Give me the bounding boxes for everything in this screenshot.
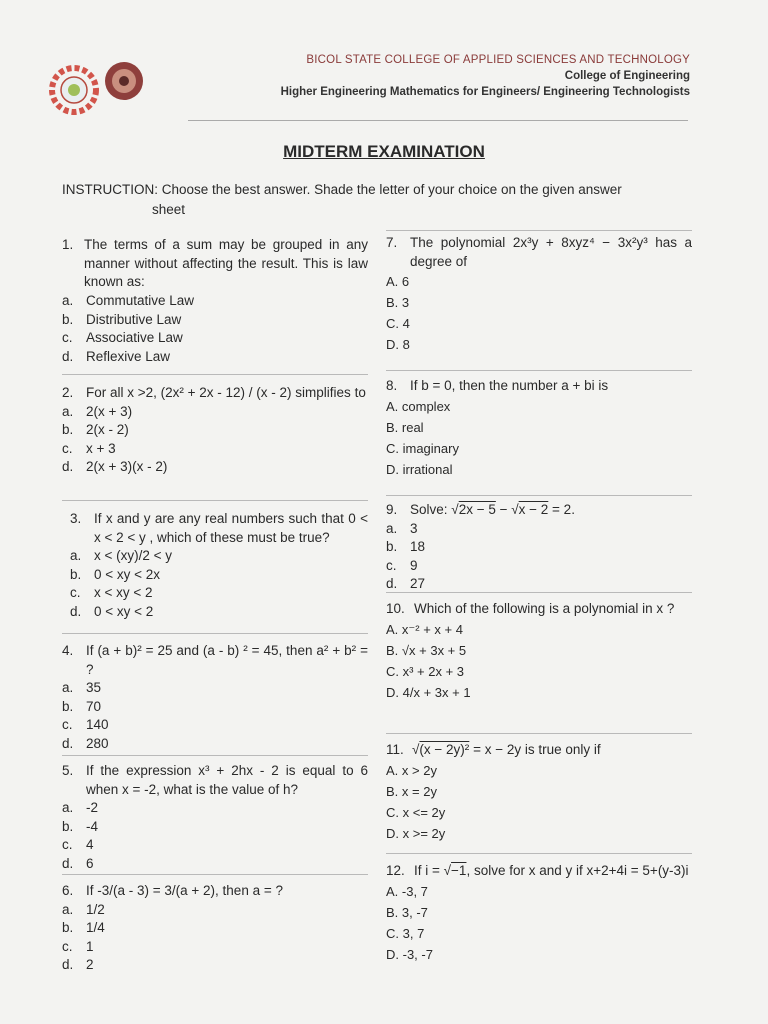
question-number: 10. — [386, 601, 405, 616]
question-9 — [386, 501, 692, 594]
option-b: B. 3 — [386, 295, 410, 310]
instruction — [62, 180, 694, 220]
question-text: If b = 0, then the number a + bi is — [410, 378, 609, 393]
college-name: BICOL STATE COLLEGE OF APPLIED SCIENCES AND TECHNOLOGY — [306, 54, 690, 66]
option-b: b. 2(x - 2) — [62, 422, 129, 437]
question-text: If i = √−1, solve for x and y if x+2+4i = 5+(y-3)i — [414, 863, 689, 878]
option-a: a. 2(x + 3) — [62, 403, 133, 419]
question-number: 1. — [62, 237, 74, 252]
option-d: d. 280 — [62, 735, 109, 751]
option-a: A. x > 2y — [386, 762, 437, 778]
question-number: 7. — [386, 235, 398, 250]
divider — [386, 230, 692, 231]
option-d: D. -3, -7 — [386, 946, 433, 962]
question-text: The terms of a sum may be grouped in any manner without affecting the result. This is law known as: — [84, 237, 368, 289]
option-c: C. imaginary — [386, 440, 459, 456]
question-4 — [62, 642, 368, 753]
option-c: c. 4 — [62, 837, 94, 852]
option-d: d. 6 — [62, 855, 94, 871]
option-a: a. 1/2 — [62, 901, 105, 917]
department-name: College of Engineering — [564, 70, 690, 82]
question-number: 6. — [62, 883, 74, 898]
option-b: B. x = 2y — [386, 783, 437, 799]
logos — [48, 56, 148, 126]
question-text: If the expression x³ + 2hx - 2 is equal to 6 when x = -2, what is the value of h? — [86, 763, 368, 797]
question-2 — [62, 384, 368, 477]
option-d: D. 4/x + 3x + 1 — [386, 684, 471, 700]
question-number: 5. — [62, 763, 74, 778]
question-text: If -3/(a - 3) = 3/(a + 2), then a = ? — [86, 883, 283, 898]
option-d: D. irrational — [386, 461, 453, 477]
option-c: C. x <= 2y — [386, 804, 446, 820]
question-text: The polynomial 2x³y + 8xyz⁴ − 3x²y³ has a degree of — [410, 235, 692, 269]
question-text: For all x >2, (2x² + 2x - 12) / (x - 2) simplifies to — [86, 385, 366, 400]
option-a: A. complex — [386, 398, 451, 414]
divider — [386, 853, 692, 854]
option-a: a. 35 — [62, 680, 102, 695]
question-number: 9. — [386, 502, 398, 517]
option-c: c. x < xy < 2 — [70, 585, 153, 600]
course-name: Higher Engineering Mathematics for Engineers/ Engineering Technologists — [280, 86, 690, 98]
option-a: a. x < (xy)/2 < y — [70, 548, 173, 563]
question-1-options — [62, 292, 368, 366]
question-12 — [386, 862, 692, 965]
question-number: 3. — [70, 511, 82, 526]
question-text: √(x − 2y)² = x − 2y is true only if — [412, 742, 601, 757]
option-b: b. -4 — [62, 818, 99, 834]
question-text: If (a + b)² = 25 and (a - b) ² = 45, then a² + b² = ? — [86, 643, 368, 677]
question-7 — [386, 234, 692, 355]
option-a: A. -3, 7 — [386, 883, 428, 899]
header — [281, 54, 690, 98]
option-a: a. Commutative Law — [62, 293, 195, 308]
instruction-line-1: INSTRUCTION: Choose the best answer. Shade the letter of your choice on the given answer — [62, 182, 622, 197]
option-a: a. -2 — [62, 800, 99, 815]
option-b: B. real — [386, 419, 424, 435]
option-b: B. √x + 3x + 5 — [386, 642, 467, 658]
option-c: c. x + 3 — [62, 440, 116, 456]
divider — [386, 592, 692, 593]
option-d: d. 2 — [62, 957, 94, 972]
option-d: D. x >= 2y — [386, 825, 446, 841]
option-a: A. x⁻² + x + 4 — [386, 621, 463, 637]
divider — [386, 495, 692, 496]
question-number: 11. — [386, 742, 404, 757]
option-d: d. 0 < xy < 2 — [70, 603, 154, 619]
option-d: D. 8 — [386, 337, 410, 352]
option-d: d. 27 — [386, 576, 426, 591]
divider — [386, 733, 692, 734]
question-6 — [62, 882, 368, 975]
divider — [62, 755, 368, 756]
option-c: C. 3, 7 — [386, 925, 425, 941]
question-text: If x and y are any real numbers such that 0 < x < 2 < y , which of these must be true? — [94, 511, 368, 545]
divider — [62, 874, 368, 875]
option-c: C. x³ + 2x + 3 — [386, 663, 465, 679]
exam-title: MIDTERM EXAMINATION — [283, 142, 485, 161]
option-d: d. Reflexive Law — [62, 348, 171, 364]
option-a: A. 6 — [386, 274, 410, 289]
option-c: c. 1 — [62, 938, 94, 954]
option-b: b. 1/4 — [62, 920, 105, 935]
question-10 — [386, 600, 692, 703]
question-3 — [70, 510, 368, 621]
question-number: 8. — [386, 378, 398, 393]
option-b: b. 0 < xy < 2x — [70, 566, 161, 582]
question-5 — [62, 762, 368, 873]
question-8 — [386, 377, 692, 480]
option-c: c. Associative Law — [62, 330, 183, 345]
divider — [62, 633, 368, 634]
question-number: 12. — [386, 863, 405, 878]
option-a: a. 3 — [386, 520, 418, 536]
question-text: Which of the following is a polynomial in x ? — [414, 601, 675, 616]
divider — [62, 500, 368, 501]
question-number: 2. — [62, 385, 74, 400]
question-text: Solve: √2x − 5 − √x − 2 = 2. — [410, 502, 575, 517]
divider — [386, 370, 692, 371]
header-divider — [188, 120, 688, 121]
question-1 — [62, 236, 368, 292]
option-c: c. 140 — [62, 717, 109, 732]
question-number: 4. — [62, 643, 74, 658]
college-seal-icon — [104, 60, 144, 102]
option-b: b. 18 — [386, 539, 426, 554]
option-d: d. 2(x + 3)(x - 2) — [62, 459, 168, 474]
instruction-line-2: sheet — [152, 202, 186, 217]
option-c: C. 4 — [386, 316, 410, 331]
option-b: b. 70 — [62, 698, 102, 714]
option-c: c. 9 — [386, 557, 418, 573]
question-11 — [386, 741, 692, 844]
option-b: b. Distributive Law — [62, 311, 182, 327]
divider — [62, 374, 368, 375]
option-b: B. 3, -7 — [386, 904, 428, 920]
